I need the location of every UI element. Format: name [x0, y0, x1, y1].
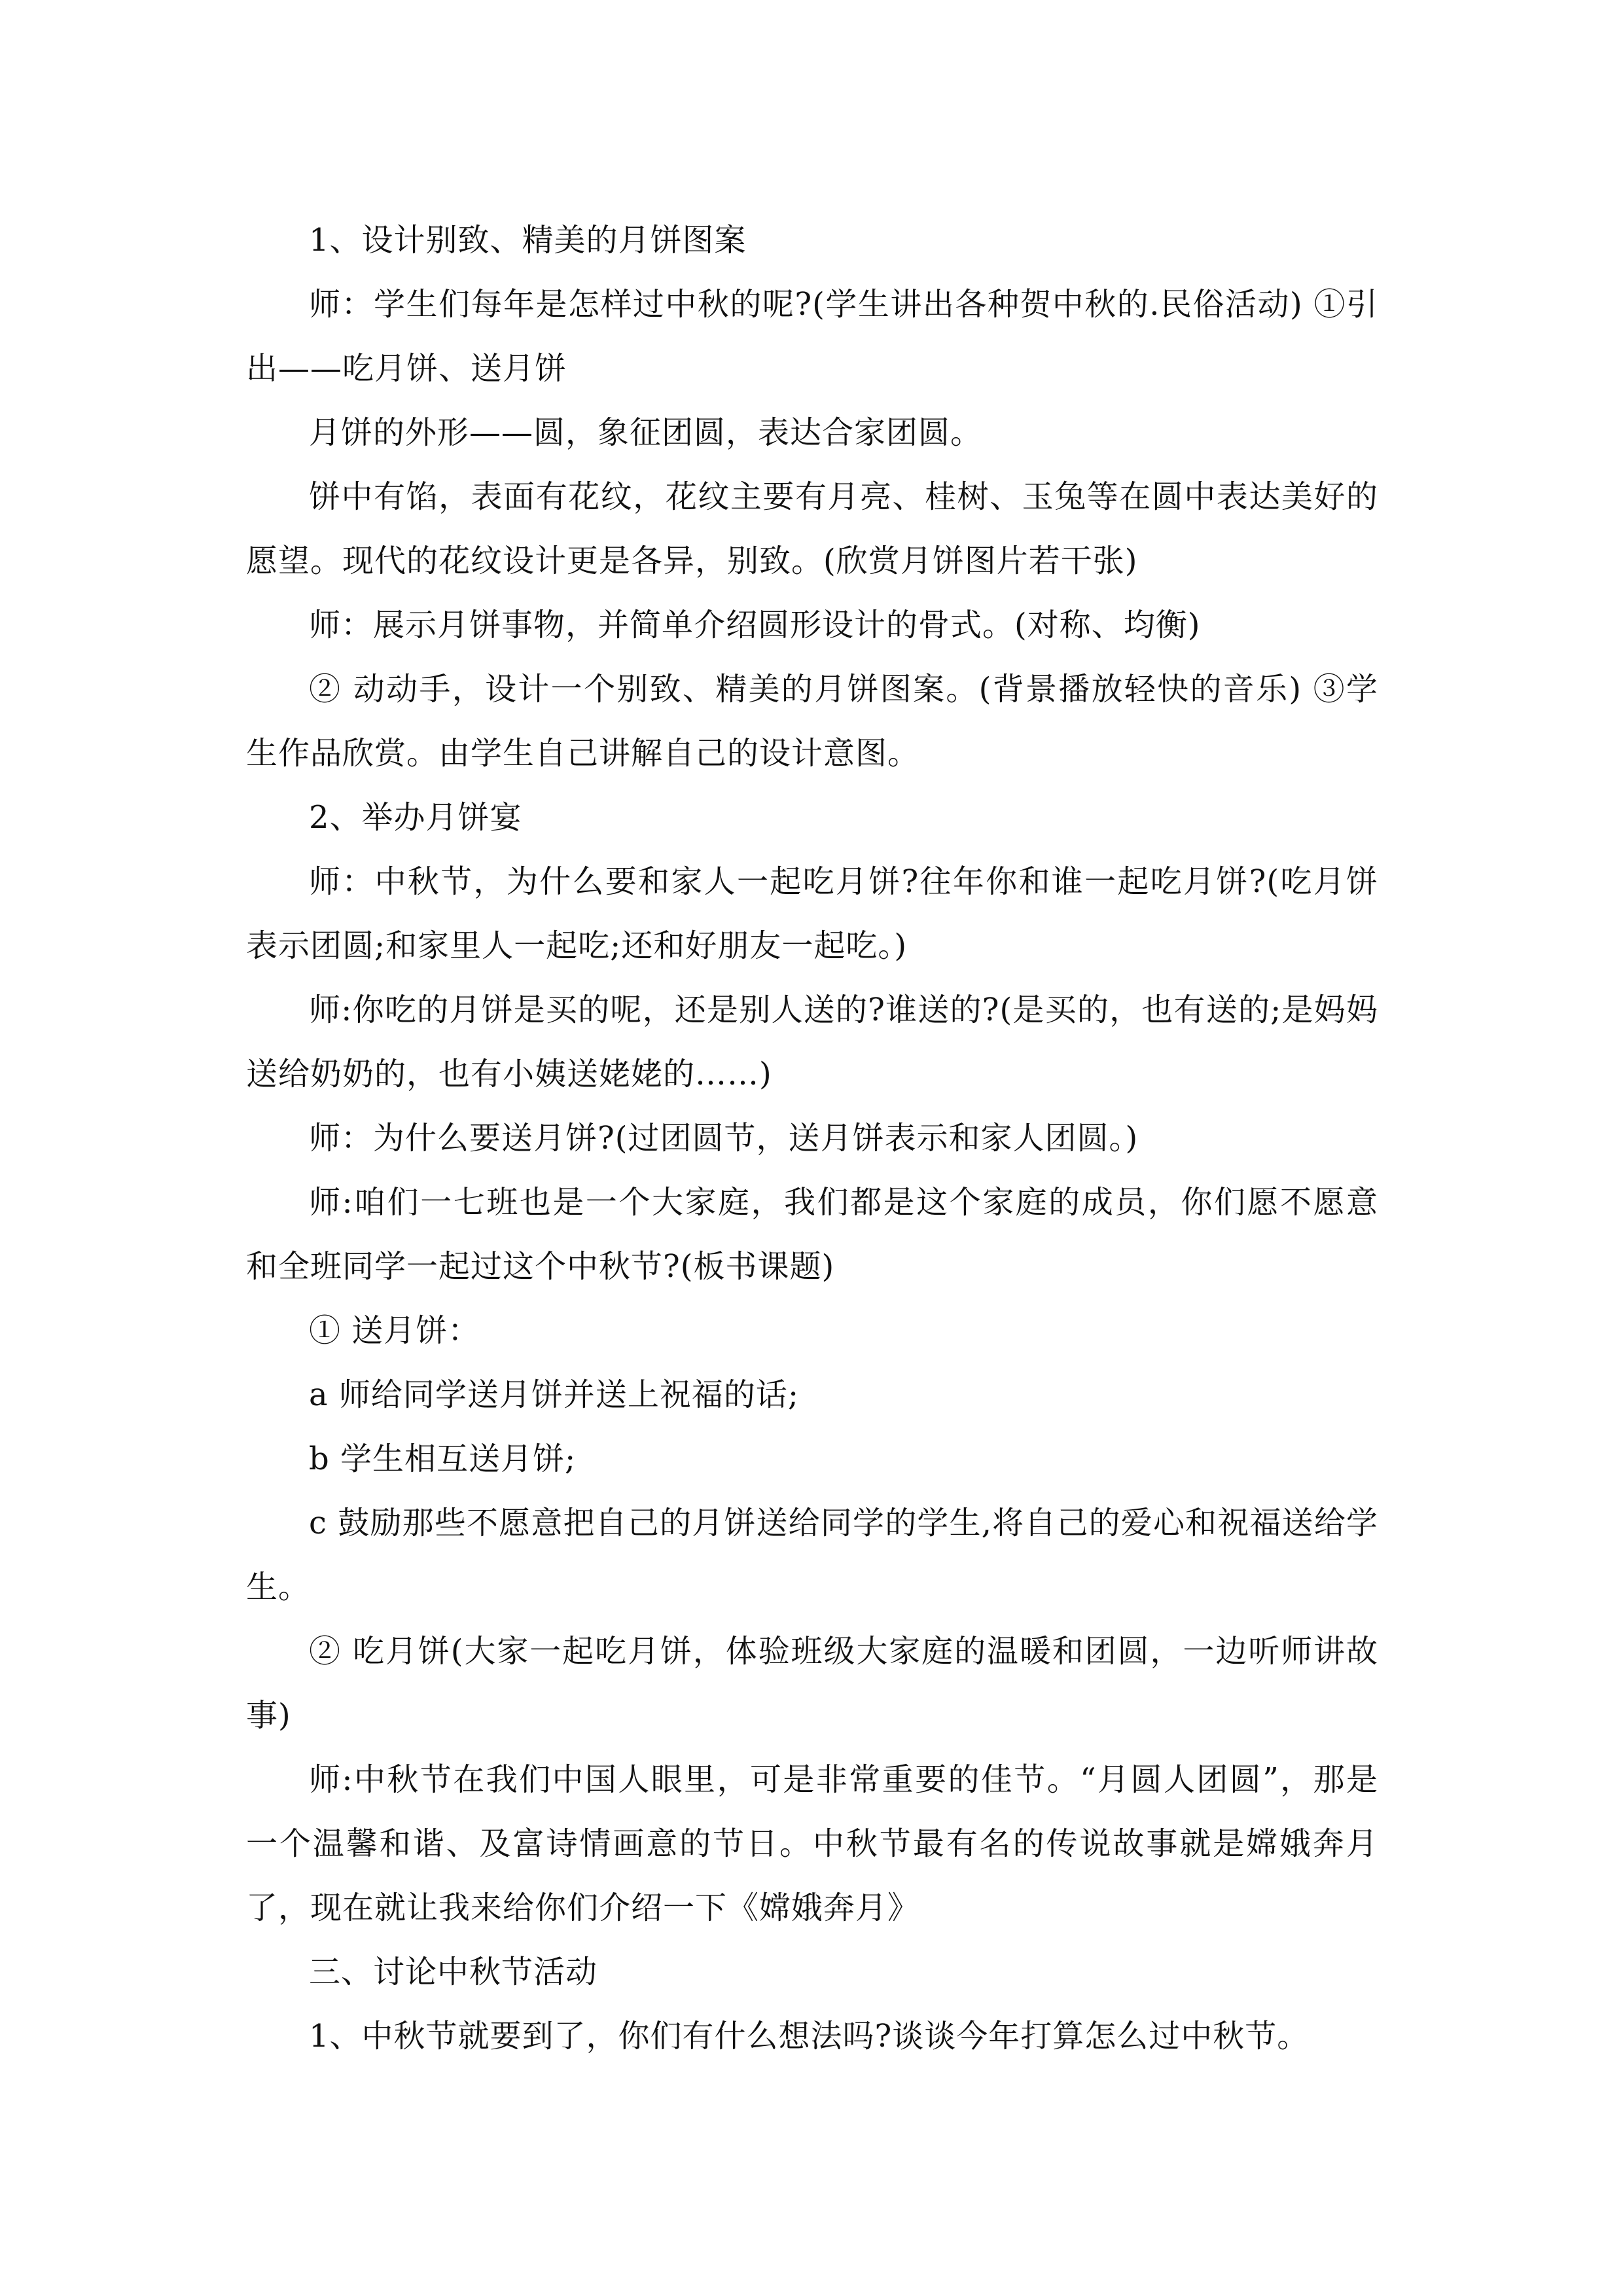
paragraph: 师：学生们每年是怎样过中秋的呢?(学生讲出各种贺中秋的.民俗活动) ①引出——吃月饼、送月饼: [246, 286, 1378, 387]
heading-design-mooncake: 1、设计别致、精美的月饼图案: [309, 222, 747, 259]
heading-discussion: 三、讨论中秋节活动: [309, 1954, 598, 1990]
list-item: c 鼓励那些不愿意把自己的月饼送给同学的学生,将自己的爱心和祝福送给学生。: [246, 1505, 1378, 1605]
paragraph: 月饼的外形——圆，象征团圆，表达合家团圆。: [309, 414, 983, 451]
paragraph: 师:咱们一七班也是一个大家庭，我们都是这个家庭的成员，你们愿不愿意和全班同学一起过这个中秋节?(板书课题): [246, 1184, 1378, 1285]
list-item: ② 吃月饼(大家一起吃月饼，体验班级大家庭的温暖和团圆，一边听师讲故事): [246, 1633, 1378, 1734]
list-item: ① 送月饼：: [309, 1312, 480, 1349]
list-item: b 学生相互送月饼;: [309, 1441, 577, 1477]
paragraph: 师：展示月饼事物，并简单介绍圆形设计的骨式。(对称、均衡): [309, 607, 1201, 643]
paragraph: 饼中有馅，表面有花纹，花纹主要有月亮、桂树、玉兔等在圆中表达美好的愿望。现代的花纹设计更是各异，别致。(欣赏月饼图片若干张): [246, 478, 1378, 579]
paragraph: 师:中秋节在我们中国人眼里，可是非常重要的佳节。“月圆人团圆”，那是一个温馨和谐、及富诗情画意的节日。中秋节最有名的传说故事就是嫦娥奔月了，现在就让我来给你们介绍一下《嫦娥奔月》: [246, 1761, 1378, 1926]
heading-mooncake-banquet: 2、举办月饼宴: [309, 799, 522, 836]
paragraph: 师:你吃的月饼是买的呢，还是别人送的?谁送的?(是买的，也有送的;是妈妈送给奶奶的，也有小姨送姥姥的……): [246, 992, 1378, 1092]
paragraph: ② 动动手，设计一个别致、精美的月饼图案。(背景播放轻快的音乐) ③学生作品欣赏。由学生自己讲解自己的设计意图。: [246, 671, 1378, 772]
document-body: [246, 208, 1378, 2068]
list-item: a 师给同学送月饼并送上祝福的话;: [309, 1376, 800, 1413]
paragraph: 师：为什么要送月饼?(过团圆节，送月饼表示和家人团圆。): [309, 1120, 1139, 1157]
paragraph: 师：中秋节，为什么要和家人一起吃月饼?往年你和谁一起吃月饼?(吃月饼表示团圆;和家里人一起吃;还和好朋友一起吃。): [246, 863, 1378, 964]
paragraph: 1、中秋节就要到了，你们有什么想法吗?谈谈今年打算怎么过中秋节。: [309, 2018, 1310, 2054]
